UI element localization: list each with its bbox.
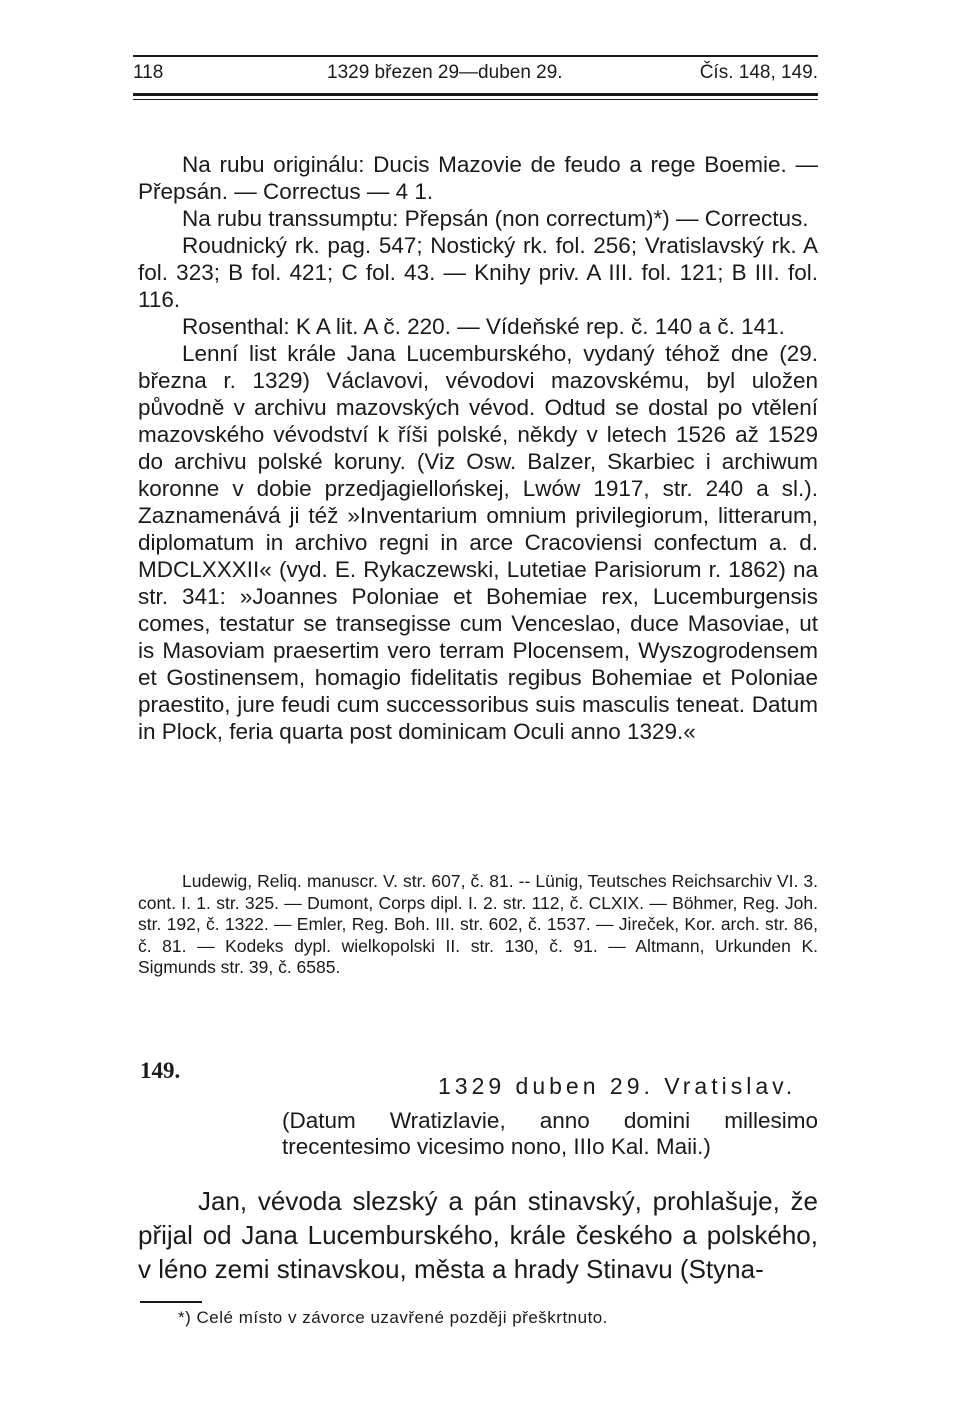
document-number: 149. <box>140 1058 181 1083</box>
note-registers: Roudnický rk. pag. 547; Nostický rk. fol. 256; Vratislavský rk. A fol. 323; B fol. 421; C fol. 43. — Knihy priv. A III. fol. 121; B III. fol. 116. <box>138 233 818 312</box>
header-rule-top <box>133 55 818 57</box>
note-original-verso: Na rubu originálu: Ducis Mazovie de feudo a rege Boemie. — Přepsán. — Correctus — 4 1. <box>138 152 818 204</box>
footnote <box>140 1308 608 1328</box>
document-dating <box>282 1108 818 1160</box>
bibliography <box>138 871 818 979</box>
footnote-mark: *) <box>178 1308 192 1327</box>
note-commentary: Lenní list krále Jana Lucemburského, vydaný téhož dne (29. března r. 1329) Václavovi, vévodovi mazovskému, byl uložen původně v archivu mazovských vévod. Odtud se dostal po vtělení mazovského vévodství k říši polské, někdy v letech 1526 až 1529 do archivu polské koruny. (Viz Osw. Balzer, Skarbiec i archiwum koronne v dobie przedjagiellońskej, Lwów 1917, str. 240 a sl.). Zaznamenává ji též »Inventarium omnium privilegiorum, litterarum, diplomatum in archivo regni in arce Cracoviensi confectum a. d. MDCLXXXII« (vyd. E. Rykaczewski, Lutetiae Parisiorum r. 1862) na str. 341: »Joannes Poloniae et Bohemiae rex, Lucemburgensis comes, testatur se transegisse cum Venceslao, duce Masoviae, ut is Masoviam praesertim vero terram Plocensem, Wyszogrodensem et Gostinensem, homagio fidelitatis regibus Bohemiae et Poloniae praestito, jure feudi cum successoribus suis masculis teneat. Datum in Plock, feria quarta post dominicam Oculi anno 1329.« <box>138 341 818 744</box>
note-transsumpt-verso: Na rubu transsumptu: Přepsán (non correctum)*) — Correctus. <box>182 206 809 231</box>
footnote-text: Celé místo v závorce uzavřené později přeškrtnuto. <box>196 1308 608 1327</box>
dating-formula: (Datum Wratizlavie, anno domini millesimo trecentesimo vicesimo nono, IIIo Kal. Maii.) <box>282 1108 818 1159</box>
page-number: 118 <box>133 62 164 83</box>
note-repertories: Rosenthal: K A lit. A č. 220. — Vídeňské rep. č. 140 a č. 141. <box>182 314 785 339</box>
header-rule-thin <box>133 99 818 100</box>
bibliography-text: Ludewig, Reliq. manuscr. V. str. 607, č. 81. -- Lünig, Teutsches Reichsarchiv VI. 3. cont. I. 1. str. 325. — Dumont, Corps dipl. I. 2. str. 112, č. CLXIX. — Böhmer, Reg. Joh. str. 192, č. 1322. — Emler, Reg. Boh. III. str. 602, č. 1537. — Jireček, Kor. arch. str. 86, č. 81. — Kodeks dypl. wielkopolski II. str. 130, č. 91. — Altmann, Urkunden K. Sigmunds str. 39, č. 6585. <box>138 871 818 977</box>
footnote-rule <box>140 1301 202 1303</box>
document-heading: 1329 duben 29. Vratislav. <box>438 1073 797 1099</box>
regest-text: Jan, vévoda slezský a pán stinavský, prohlašuje, že přijal od Jana Lucemburského, krále českého a polského, v léno zemi stinavskou, města a hrady Stinavu (Styna- <box>138 1186 818 1284</box>
header-doc-numbers: Čís. 148, 149. <box>699 62 818 83</box>
document-regest <box>138 1184 818 1286</box>
header-date-range: 1329 březen 29—duben 29. <box>327 62 563 83</box>
header-rule-thick <box>133 93 818 96</box>
archival-notes <box>138 151 818 745</box>
running-header <box>133 62 818 92</box>
